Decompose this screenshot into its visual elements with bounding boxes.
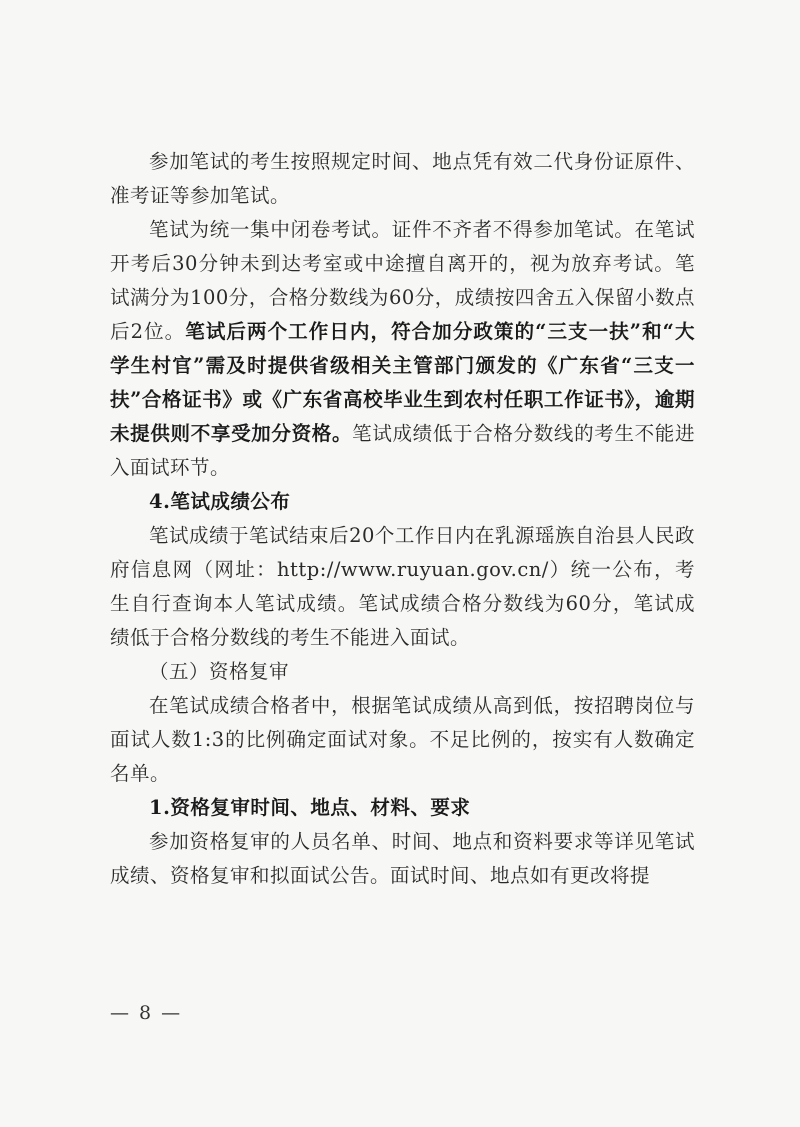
document-body (110, 145, 695, 893)
paragraph-review-details: 参加资格复审的人员名单、时间、地点和资料要求等详见笔试成绩、资格复审和拟面试公告。面试时间、地点如有更改将提 (110, 830, 695, 887)
paragraph-exam-rules (110, 213, 695, 485)
paragraph-text: 参加笔试的考生按照规定时间、地点凭有效二代身份证原件、准考证等参加笔试。 (110, 150, 695, 207)
page-number: — 8 — (110, 1002, 183, 1024)
paragraph-score-publication: 笔试成绩于笔试结束后20个工作日内在乳源瑶族自治县人民政府信息网（网址：http://www.ruyuan.gov.cn/）统一公布，考生自行查询本人笔试成绩。笔试成绩合格分数线为60分，笔试成绩低于合格分数线的考生不能进入面试。 (110, 524, 695, 649)
paragraph-qualification-review: 在笔试成绩合格者中，根据笔试成绩从高到低，按招聘岗位与面试人数1:3的比例确定面试对象。不足比例的，按实有人数确定名单。 (110, 694, 695, 785)
paragraph-text: 笔试为统一集中闭卷考试。证件不齐者不得参加笔试。在笔试开考后30分钟未到达考室或中途擅自离开的，视为放弃考试。笔试满分为100分，合格分数线为60分，成绩按四舍五入保留小数点后2位。 (110, 218, 695, 343)
paragraph-bold-text: 笔试后两个工作日内，符合加分政策的“三支一扶”和“大学生村官”需及时提供省级相关主管部门颁发的《广东省“三支一扶”合格证书》或《广东省高校毕业生到农村任职工作证书》，逾期未提供则不享受加分资格。 (110, 320, 695, 445)
paragraph-exam-attendance (110, 145, 695, 213)
heading-qualification-review: （五）资格复审 (149, 660, 290, 683)
paragraph-text: 笔试成绩低于合格分数线的考生不能进入面试环节。 (110, 422, 695, 479)
heading-review-details: 1.资格复审时间、地点、材料、要求 (149, 796, 471, 819)
heading-score-publication: 4.笔试成绩公布 (149, 490, 291, 513)
